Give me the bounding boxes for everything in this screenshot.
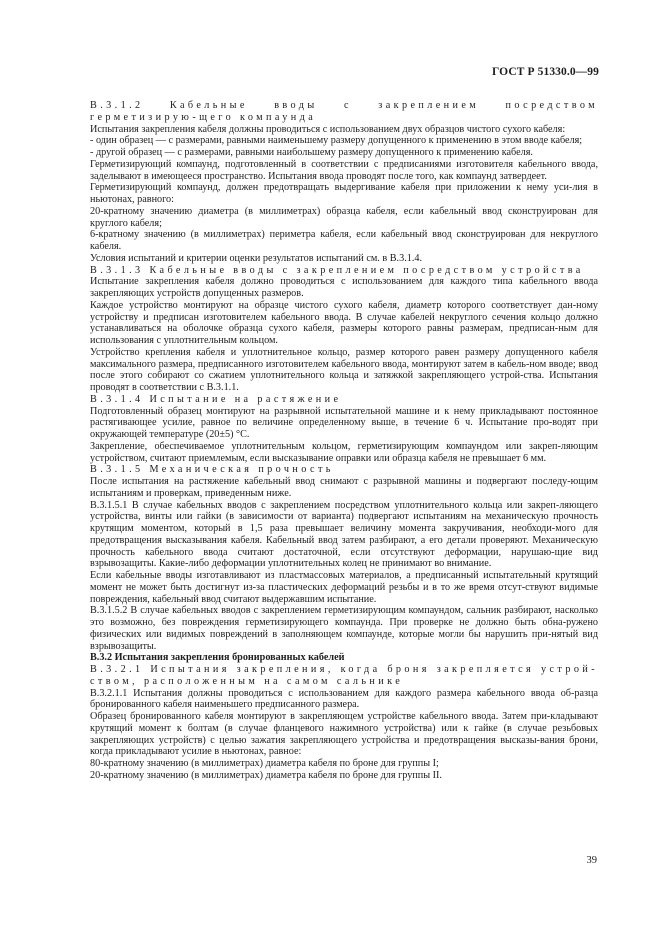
page-number: 39 xyxy=(586,855,597,866)
paragraph: Закрепление, обеспечиваемое уплотнительным кольцом, герметизирующим компаундом или закреп-ляющим устройством, считают приемлемым, если высказывание оправки или образца кабеля не превышает 6 мм. xyxy=(90,440,598,464)
paragraph: Каждое устройство монтируют на образце чистого сухого кабеля, диаметр которого соответствует дан-ному устройству и предписан изготовителем кабельного ввода. В случае кабелей некруглого сечения кольцо должно устанавливаться на оболочке образца сухого кабеля, размеры которого равны размерам, предписан-ным для использования с уплотнительным кольцом. xyxy=(90,299,598,346)
paragraph: В.3.1.5.2 В случае кабельных вводов с закреплением герметизирующим компаундом, сальник разбирают, насколько это возможно, без повреждения герметизирующего компаунда. При проверке не должно быть обна-ружено физических или видимых повреждений в заполняющем компаунде, которые могли бы нарушить при-нятый вид взрывозащиты. xyxy=(90,605,598,652)
list-item: 80-кратному значению (в миллиметрах) диаметра кабеля по броне для группы I; xyxy=(90,758,439,769)
paragraph: Условия испытаний и критерии оценки результатов испытаний см. в В.3.1.4. xyxy=(90,252,423,264)
paragraph: В.3.2.1.1 Испытания должны проводиться с использованием для каждого размера кабельного ввода об-разца бронированного кабеля наименьшего предписанного размера. xyxy=(90,687,598,711)
section-heading-b3-2-1: В.3.2.1 Испытания закрепления, когда броня закрепляется устрой-ством, расположенным на самом сальнике xyxy=(90,664,598,687)
document-body xyxy=(90,100,598,782)
paragraph: Образец бронированного кабеля монтируют в закрепляющем устройстве кабельного ввода. Затем при-кладывают крутящий момент к болтам (в случае фланцевого нажимного устройства) или к гайке (в случае резьбовых закрепляющих устройств) с целью зажатия закрепляющего устройства и предотвращения высказы-вания брони, когда прикладывают усилие в ньютонах, равное: xyxy=(90,711,598,758)
section-heading-b3-2: В.3.2 Испытания закрепления бронированных кабелей xyxy=(90,652,345,664)
paragraph: Подготовленный образец монтируют на разрывной испытательной машине и к нему прикладывают постоянное растягивающее усилие, равное по величине определенному выше, в течение 6 ч. Испытание про-водят при окружающей температуре (20±5) °С. xyxy=(90,405,598,440)
section-heading-b3-1-2: В.3.1.2 Кабельные вводы с закреплением посредством герметизирую-щего компаунда xyxy=(90,100,598,123)
section-heading-b3-1-5: В.3.1.5 Механическая прочность xyxy=(90,464,334,476)
list-item: 20-кратному значению (в миллиметрах) диаметра кабеля по броне для группы II. xyxy=(90,769,442,781)
list-item: - один образец — с размерами, равными наименьшему размеру допущенного к применению в этом вводе кабеля; xyxy=(90,135,583,147)
paragraph: После испытания на растяжение кабельный ввод снимают с разрывной машины и подвергают последу-ющим испытаниям и проверкам, приведенным ниже. xyxy=(90,476,598,499)
paragraph: 20-кратному значению диаметра (в миллиметрах) образца кабеля, если кабельный ввод сконструирован для круглого кабеля; xyxy=(90,205,598,229)
paragraph: Устройство крепления кабеля и уплотнительное кольцо, размер которого равен размеру допущенного кабеля максимального размера, предписанного изготовителем кабельного ввода, монтируют затем в кабель-ном вводе; ввод после этого собирают со сжатием уплотнительного кольца и затяжкой закрепляющего устрой-ства. Испытания проводят в соответствии с В.3.1.1. xyxy=(90,346,598,393)
paragraph: Герметизирующий компаунд, должен предотвращать выдергивание кабеля при приложении к нему уси-лия в ньютонах, равного: xyxy=(90,182,598,205)
paragraph: Испытания закрепления кабеля должны проводиться с использованием двух образцов чистого сухого кабеля: xyxy=(90,123,566,135)
document-standard-id: ГОСТ Р 51330.0—99 xyxy=(492,66,599,78)
list-item: - другой образец — с размерами, равными наибольшему размеру допущенного к применению кабеля. xyxy=(90,147,533,158)
paragraph: 6-кратному значению (в миллиметрах) периметра кабеля, если кабельный ввод сконструирован для некруглого кабеля. xyxy=(90,229,598,252)
paragraph: Герметизирующий компаунд, подготовленный в соответствии с предписаниями изготовителя кабельного ввода, заделывают в имеющееся пространство. Испытания ввода проводят после того, как компаунд затвердеет. xyxy=(90,158,598,182)
section-heading-b3-1-4: В.3.1.4 Испытание на растяжение xyxy=(90,393,342,405)
paragraph: Испытание закрепления кабеля должно проводиться с использованием для каждого типа кабельного ввода закрепляющих устройств допущенных размеров. xyxy=(90,276,598,299)
paragraph: В.3.1.5.1 В случае кабельных вводов с закреплением посредством уплотнительного кольца или закреп-ляющего устройства, винты или гайки (в зависимости от варианта) подвергают испытаниям на механическую прочность крутящим моментом, который в 1,5 раза превышает величину момента закручивания, необходи-мого для предотвращения высказывания кабеля. Кабельный ввод затем разбирают, а его детали проверяют. Механическую прочность кабельного ввода считают достаточной, если отсутствуют деформации, нарушаю-щие вид взрывозащиты. Какие-либо деформации уплотнительных колец не принимают во внимание. xyxy=(90,499,598,570)
paragraph: Если кабельные вводы изготавливают из пластмассовых материалов, а предписанный испытательный крутящий момент не может быть достигнут из-за пластических деформаций резьбы и в то же время отсут-ствуют видимые повреждения, кабельный ввод считают выдержавшим испытание. xyxy=(90,570,598,605)
section-heading-b3-1-3: В.3.1.3 Кабельные вводы с закреплением посредством устройства xyxy=(90,264,584,276)
